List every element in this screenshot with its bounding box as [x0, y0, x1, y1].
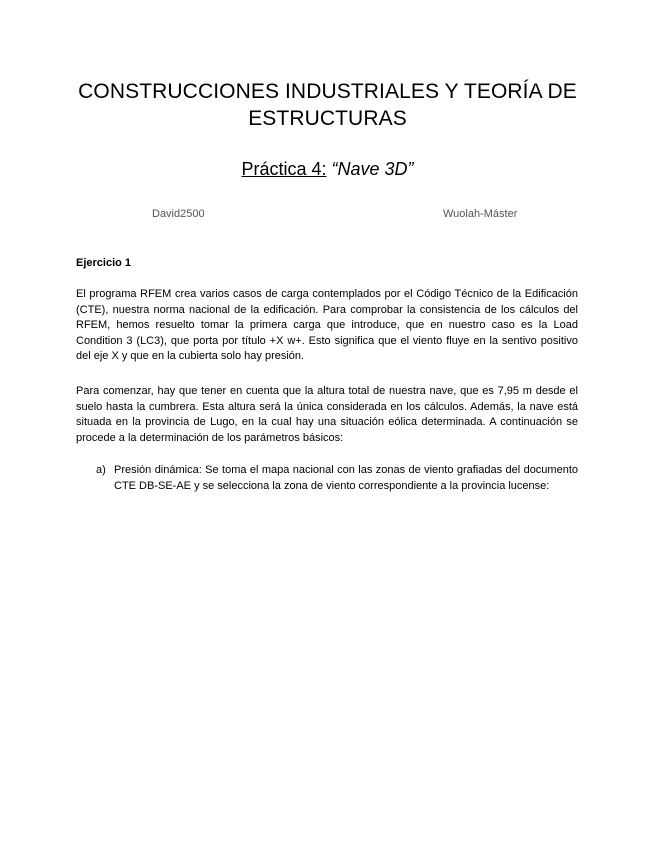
list-item-text: Presión dinámica: Se toma el mapa nacional con las zonas de viento grafiadas del documento CTE DB-SE-AE y se selecciona la zona de viento correspondiente a la provincia lucense: — [114, 464, 578, 492]
subtitle-label: Práctica 4: — [241, 159, 327, 179]
document-title: CONSTRUCCIONES INDUSTRIALES Y TEORÍA DE ESTRUCTURAS — [78, 80, 577, 130]
section-heading: Ejercicio 1 — [76, 257, 132, 269]
paragraph: El programa RFEM crea varios casos de carga contemplados por el Código Técnico de la Edificación (CTE), nuestra norma nacional de la edificación. Para comprobar la consistencia de los cálculos del RFEM, hemos resuelto tomar la primera carga que introduce, que en nuestro caso es la Load Condition 3 (LC3), que porta por título +X w+. Esto significa que el viento fluye en la sentivo positivo del eje X y que en la cubierta solo hay presión. — [76, 288, 578, 362]
paragraph: Para comenzar, hay que tener en cuenta que la altura total de nuestra nave, que es 7,95 m desde el suelo hasta la cumbrera. Esta altura será la única considerada en los cálculos. Además, la nave está situada en la provincia de Lugo, en la cual hay una situación eólica determinada. A continuación se procede a la determinación de los parámetros básicos: — [76, 385, 578, 444]
subtitle-name: “Nave 3D” — [331, 159, 414, 179]
author-right: Wuolah-Máster — [443, 208, 518, 220]
author-left: David2500 — [152, 208, 205, 220]
document-subtitle — [70, 157, 585, 181]
list-item-marker: a) — [96, 464, 106, 476]
list-item — [96, 463, 578, 494]
